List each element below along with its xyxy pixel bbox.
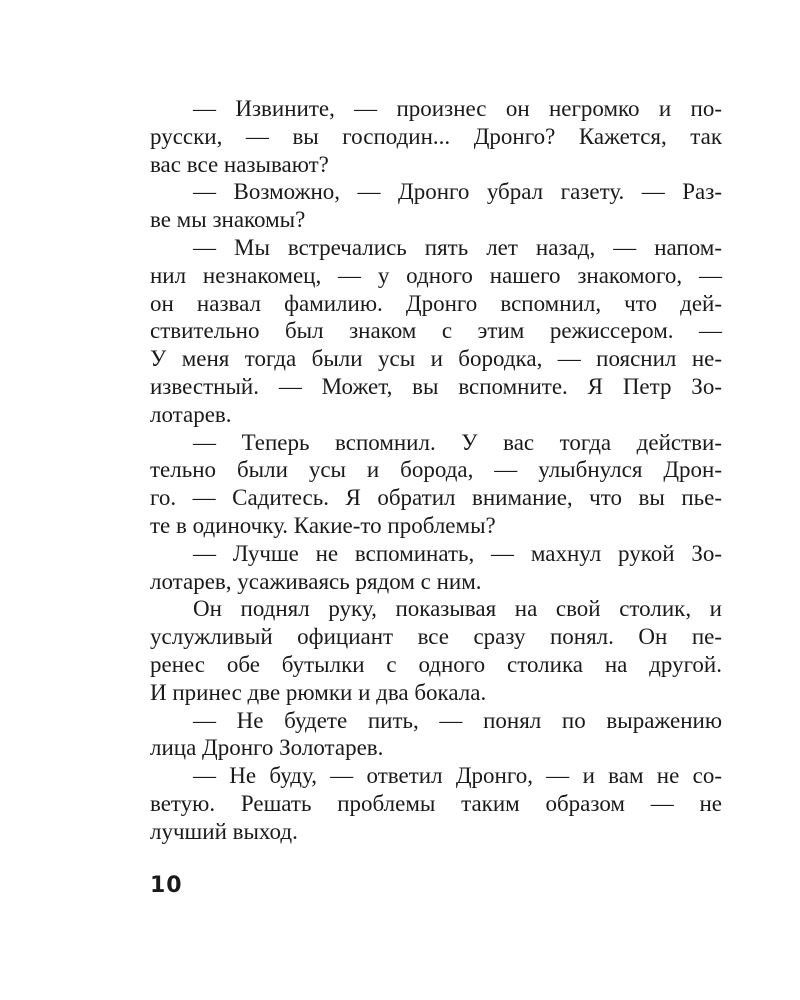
text-line: ствительно был знаком с этим режиссером. — (150, 318, 722, 344)
text-line: И принес две рюмки и два бокала. (150, 679, 487, 705)
text-line: услужливый официант все сразу понял. Он пе- (150, 624, 722, 650)
text-line: лучший выход. (150, 818, 298, 844)
text-line: ве мы знакомы? (150, 207, 306, 233)
text-line: нил незнакомец, — у одного нашего знакомого, — (150, 262, 722, 288)
text-line: тельно были усы и борода, — улыбнулся Дрон- (150, 457, 722, 483)
text-line: го. — Садитесь. Я обратил внимание, что вы пье- (150, 485, 722, 511)
body-text (150, 95, 722, 846)
text-line: ветую. Решать проблемы таким образом — не (150, 790, 722, 816)
page-number: 10 (150, 873, 183, 898)
text-line: У меня тогда были усы и бородка, — пояснил не- (150, 346, 722, 372)
text-line: — Извините, — произнес он негромко и по- (193, 96, 722, 121)
text-line: те в одиночку. Какие-то проблемы? (150, 512, 496, 538)
text-line: — Теперь вспомнил. У вас тогда действи- (193, 429, 722, 455)
text-line: лотарев, усаживаясь рядом с ним. (150, 568, 482, 594)
text-line: — Мы встречались пять лет назад, — напом- (193, 234, 722, 260)
text-line: лотарев. (150, 401, 232, 427)
text-line: — Лучше не вспоминать, — махнул рукой Зо- (193, 540, 722, 566)
text-line: — Не будете пить, — понял по выражению (193, 707, 722, 733)
text-line: известный. — Может, вы вспомните. Я Петр Зо- (150, 373, 722, 399)
text-line: лица Дронго Золотарев. (150, 735, 384, 761)
text-line: ренес обе бутылки с одного столика на другой. (150, 651, 722, 677)
text-line: русски, — вы господин... Дронго? Кажется, так (150, 123, 722, 149)
text-line: он назвал фамилию. Дронго вспомнил, что дей- (150, 290, 722, 316)
text-line: — Возможно, — Дронго убрал газету. — Раз- (193, 179, 722, 205)
text-line: Он поднял руку, показывая на свой столик, и (193, 596, 722, 622)
text-line: — Не буду, — ответил Дронго, — и вам не со- (193, 763, 722, 789)
text-line: вас все называют? (150, 151, 329, 177)
